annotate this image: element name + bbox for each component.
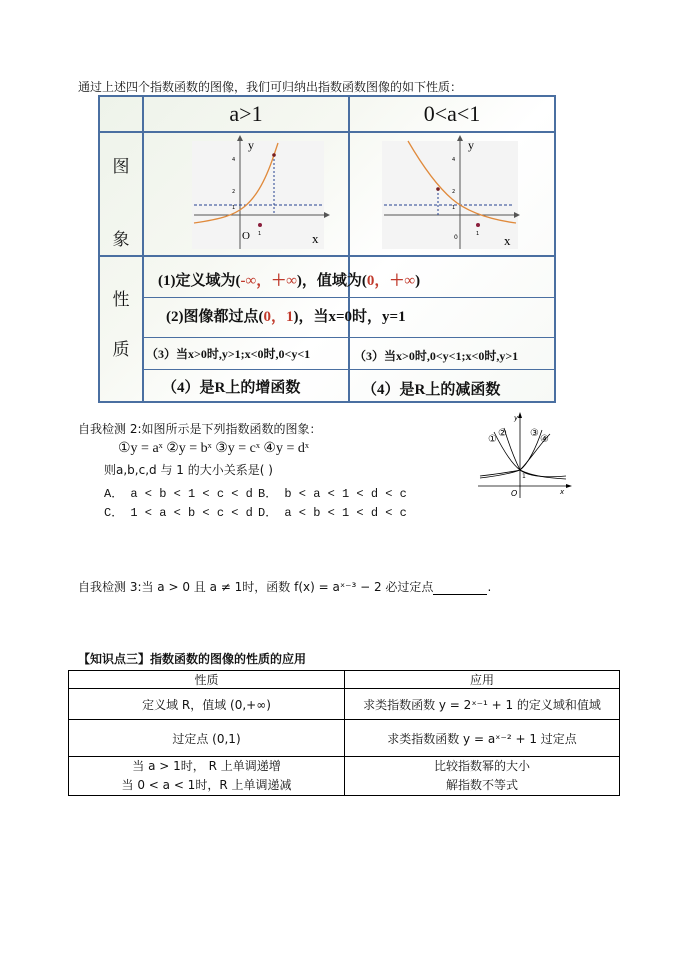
fig-origin: O	[511, 489, 518, 498]
row-label-prop-2: 质	[112, 340, 130, 360]
graph2-tick-1: 1	[452, 205, 456, 211]
graph1-y-label: y	[248, 138, 254, 152]
graph2-x-label: x	[504, 233, 511, 248]
cell-property: 当 a > 1时， R 上单调递增 当 0 < a < 1时，R 上单调递减	[69, 757, 345, 796]
graph2-y-label: y	[468, 138, 474, 152]
graph1-origin: O	[242, 230, 250, 242]
check2-question: 则a,b,c,d 与 1 的大小关系是( )	[104, 463, 273, 477]
fig-y-label: y	[514, 414, 519, 422]
graph1-x-label: x	[312, 231, 319, 246]
check3-question: 自我检测 3:当 a > 0 且 a ≠ 1时，函数 f(x) = aˣ⁻³ − 2 必过定点 .	[78, 580, 492, 594]
option-d[interactable]: D． a < b < 1 < d < c	[258, 506, 407, 520]
property-1: (1)定义域为(-∞，＋∞)，值域为(0，＋∞)	[158, 273, 421, 289]
fig-x-label: x	[560, 488, 565, 496]
graph1-tick-4: 4	[232, 157, 236, 163]
col-header-application: 应用	[345, 671, 620, 689]
header-a-between-0-1: 0<a<1	[423, 101, 481, 126]
table-row	[69, 689, 620, 720]
cell-application: 求类指数函数 y = aˣ⁻² + 1 过定点	[345, 720, 620, 757]
option-a[interactable]: A． a < b < 1 < c < d	[104, 487, 253, 501]
cell-property: 过定点 (0,1)	[69, 720, 345, 757]
check2-functions: ①y = aˣ ②y = bˣ ③y = cˣ ④y = dˣ	[118, 441, 309, 456]
table-row	[69, 757, 620, 796]
table-row	[69, 720, 620, 757]
fig-label-4: ④	[540, 434, 549, 445]
fig-one: 1	[522, 473, 526, 480]
graph2-origin: 0	[454, 234, 458, 241]
increasing-exponential-graph	[192, 135, 332, 253]
row-label-prop-1: 性	[112, 290, 130, 310]
header-a-greater-1: a>1	[229, 101, 263, 126]
application-table	[68, 670, 620, 796]
check2-prompt: 自我检测 2:如图所示是下列指数函数的图象：	[78, 422, 322, 436]
answer-blank[interactable]	[433, 582, 487, 595]
graph1-tick-1: 1	[232, 205, 236, 211]
row-label-image-2: 象	[112, 230, 130, 250]
fig-label-2: ②	[498, 428, 507, 439]
graph2-tick-4: 4	[452, 157, 456, 163]
fig-label-1: ①	[488, 434, 497, 445]
property-2: (2)图像都过点(0，1)，当x=0时，y=1	[166, 309, 406, 325]
cell-application: 求类指数函数 y = 2ˣ⁻¹ + 1 的定义域和值域	[345, 689, 620, 720]
graph1-x-tick: 1	[258, 231, 262, 237]
property-3-decreasing: （3）当x>0时,0<y<1;x<0时,y>1	[354, 349, 519, 363]
kp3-title: 【知识点三】指数函数的图像的性质的应用	[78, 652, 307, 666]
graph2-tick-2: 2	[452, 189, 456, 195]
intro-text: 通过上述四个指数函数的图像，我们可归纳出指数函数图像的如下性质：	[78, 80, 463, 94]
fig-label-3: ③	[530, 428, 539, 439]
decreasing-exponential-graph	[382, 135, 524, 253]
cell-property: 定义域 R，值域 (0,+∞)	[69, 689, 345, 720]
cell-application: 比较指数幂的大小 解指数不等式	[345, 757, 620, 796]
graph1-tick-2: 2	[232, 189, 236, 195]
property-4-increasing: （4）是R上的增函数	[162, 380, 301, 396]
property-3-increasing: （3）当x>0时,y>1;x<0时,0<y<1	[146, 347, 311, 361]
properties-table	[98, 95, 556, 403]
graph2-x-tick: 1	[476, 231, 480, 237]
row-label-image-1: 图	[112, 157, 130, 177]
col-header-property: 性质	[69, 671, 345, 689]
property-4-decreasing: （4）是R上的减函数	[362, 382, 501, 398]
option-c[interactable]: C． 1 < a < b < c < d	[104, 506, 253, 520]
option-b[interactable]: B． b < a < 1 < d < c	[258, 487, 407, 501]
check2-figure	[476, 412, 572, 500]
